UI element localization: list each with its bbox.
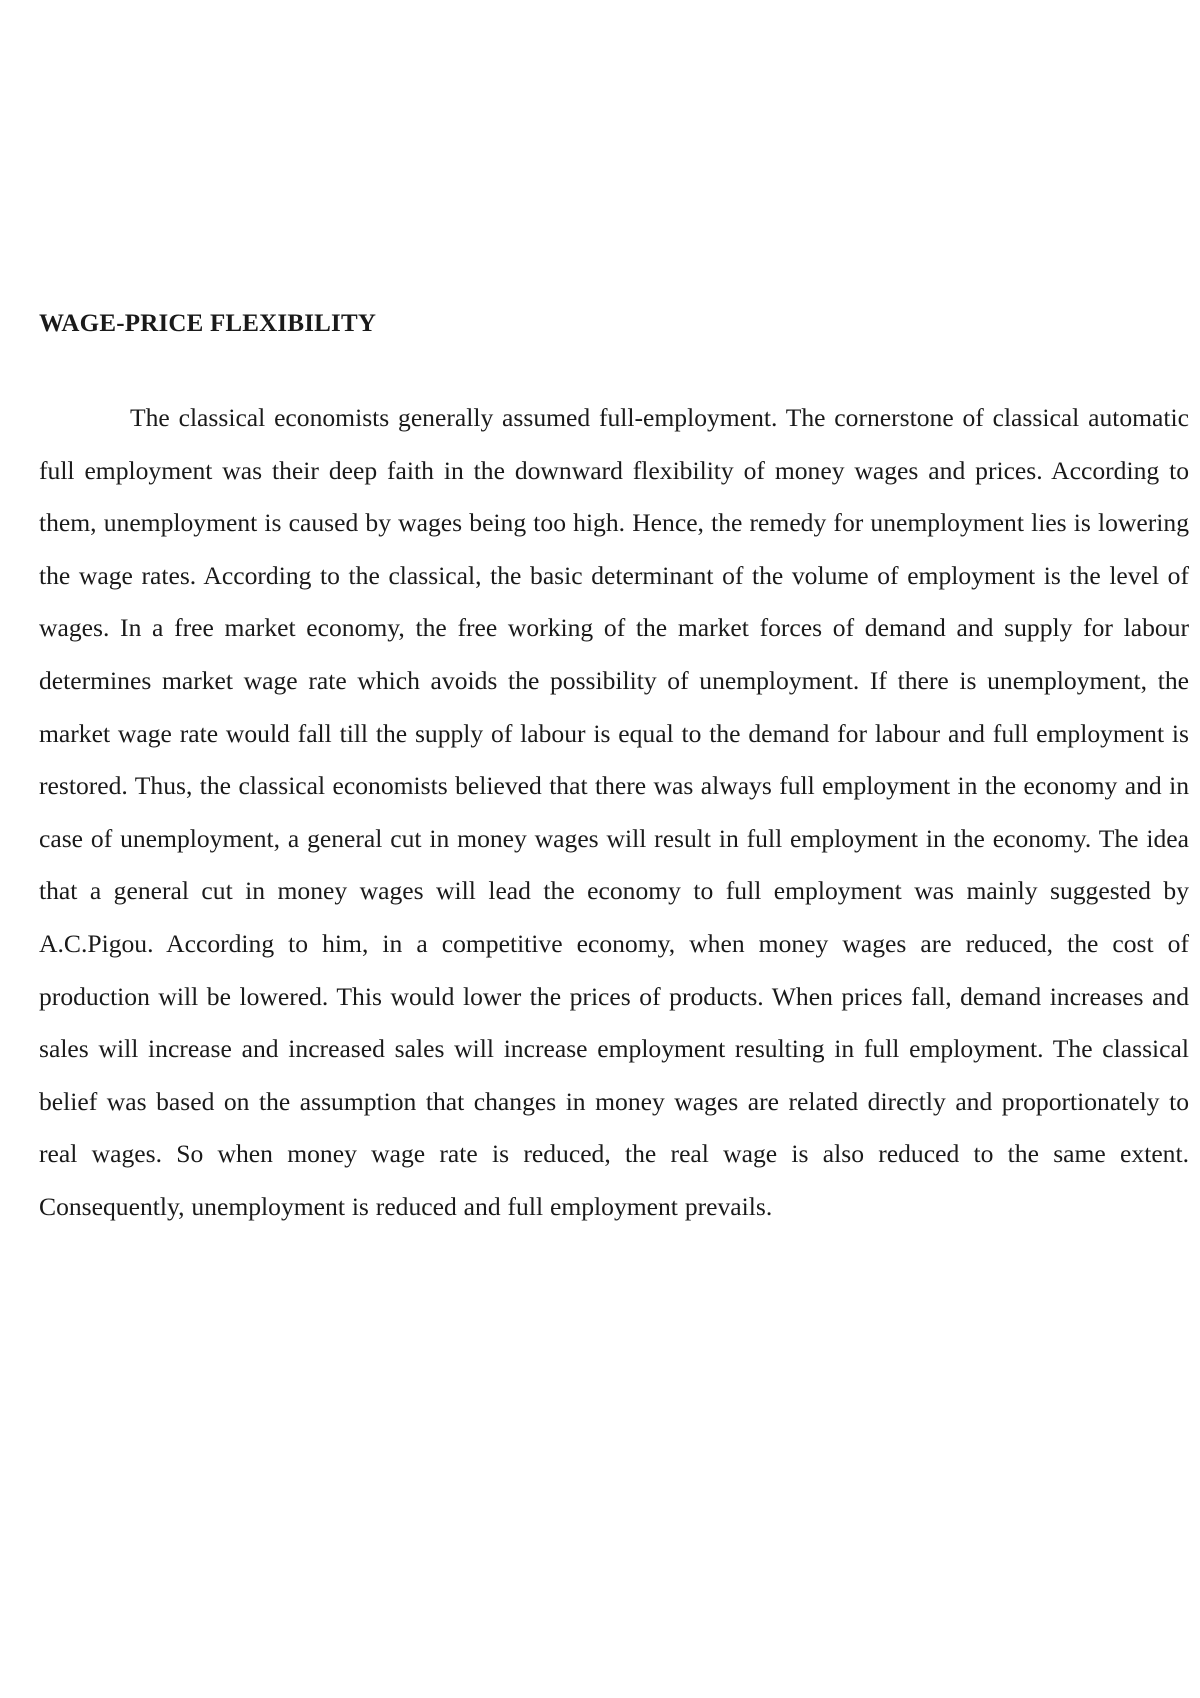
body-paragraph: The classical economists generally assumed full-employment. The cornerstone of classical automatic full employment was their deep faith in the downward flexibility of money wages and prices. According to them, unemployment is caused by wages being too high. Hence, the remedy for unemployment lies is lowering the wage rates. According to the classical, the basic determinant of the volume of employment is the level of wages. In a free market economy, the free working of the market forces of demand and supply for labour determines market wage rate which avoids the possibility of unemployment. If there is unemployment, the market wage rate would fall till the supply of labour is equal to the demand for labour and full employment is restored. Thus, the classical economists believed that there was always full employment in the economy and in case of unemployment, a general cut in money wages will result in full employment in the economy. The idea that a general cut in money wages will lead the economy to full employment was mainly suggested by A.C.Pigou. According to him, in a competitive economy, when money wages are reduced, the cost of production will be lowered. This would lower the prices of products. When prices fall, demand increases and sales will increase and increased sales will increase employment resulting in full employment. The classical belief was based on the assumption that changes in money wages are related directly and proportionately to real wages. So when money wage rate is reduced, the real wage is also reduced to the same extent. Consequently, unemployment is reduced and full employment prevails. xyxy=(39,403,1189,1221)
section-heading: WAGE-PRICE FLEXIBILITY xyxy=(39,310,377,337)
